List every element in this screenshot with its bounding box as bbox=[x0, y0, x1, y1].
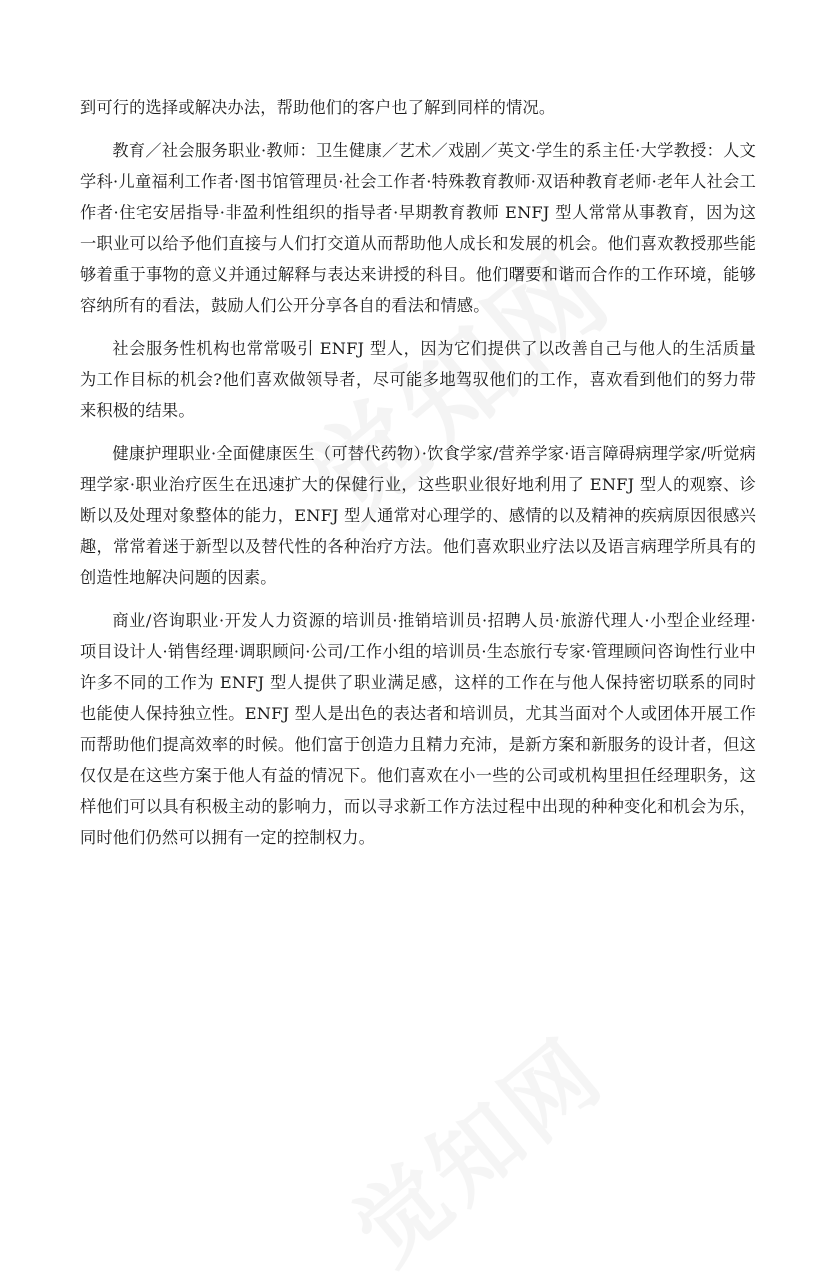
paragraph-education: 教育／社会服务职业·教师：卫生健康／艺术／戏剧／英文·学生的系主任·大学教授：人文学科·儿童福利工作者·图书馆管理员·社会工作者·特殊教育教师·双语种教育老师·老年人社会工作者·住宅安居指导·非盈利性组织的指导者·早期教育教师 ENFJ 型人常常从事教育，因为这一职业可以给予他们直接与人们打交道从而帮助他人成长和发展的机会。他们喜欢教授那些能够着重于事物的意义并通过解释与表达来讲授的科目。他们曙要和谐而合作的工作环境，能够容纳所有的看法，鼓励人们公开分享各自的看法和情感。 bbox=[80, 141, 756, 315]
paragraph-continuation: 到可行的选择或解决办法，帮助他们的客户也了解到同样的情况。 bbox=[80, 98, 556, 117]
watermark-bottom bbox=[322, 1003, 626, 1287]
document-body bbox=[80, 92, 756, 865]
paragraph-healthcare: 健康护理职业·全面健康医生（可替代药物）·饮食学家/营养学家·语言障碍病理学家/听觉病理学家·职业治疗医生在迅速扩大的保健行业，这些职业很好地利用了 ENFJ 型人的观察、诊断以及处理对象整体的能力，ENFJ 型人通常对心理学的、感情的以及精神的疾病原因很感兴趣，常常着迷于新型以及替代性的各种治疗方法。他们喜欢职业疗法以及语言病理学所具有的创造性地解决问题的因素。 bbox=[80, 444, 756, 587]
paragraph-business: 商业/咨询职业·开发人力资源的培训员·推销培训员·招聘人员·旅游代理人·小型企业经理·项目设计人·销售经理·调职顾问·公司/工作小组的培训员·生态旅行专家·管理顾问咨询性行业中许多不同的工作为 ENFJ 型人提供了职业满足感，这样的工作在与他人保持密切联系的同时也能使人保持独立性。ENFJ 型人是出色的表达者和培训员，尤其当面对个人或团体开展工作而帮助他们提高效率的时候。他们富于创造力且精力充沛，是新方案和新服务的设计者，但这仅仅是在这些方案于他人有益的情况下。他们喜欢在小一些的公司或机构里担任经理职务，这样他们可以具有积极主动的影响力，而以寻求新工作方法过程中出现的种种变化和机会为乐，同时他们仍然可以拥有一定的控制权力。 bbox=[80, 611, 756, 847]
paragraph-social-service: 社会服务性机构也常常吸引 ENFJ 型人，因为它们提供了以改善自己与他人的生活质量为工作目标的机会?他们喜欢做领导者，尽可能多地驾驭他们的工作，喜欢看到他们的努力带来积极的结果。 bbox=[80, 339, 756, 420]
